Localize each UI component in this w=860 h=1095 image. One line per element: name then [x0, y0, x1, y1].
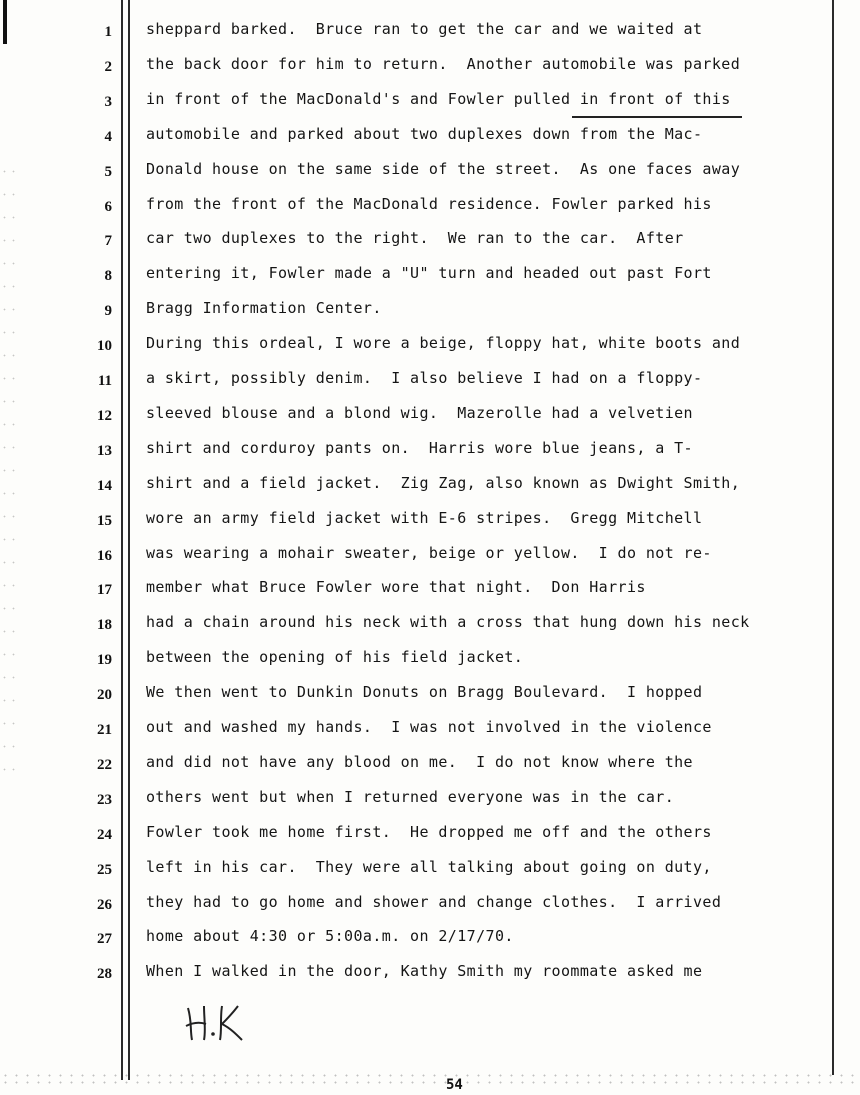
- line-number: 19: [97, 652, 112, 669]
- line-number: 24: [97, 826, 112, 843]
- text-line: wore an army field jacket with E-6 stripes. Gregg Mitchell: [146, 508, 703, 527]
- text-line: We then went to Dunkin Donuts on Bragg Boulevard. I hopped: [146, 683, 703, 702]
- page-number: 54: [446, 1077, 463, 1093]
- line-number: 26: [97, 896, 112, 913]
- left-margin-rule-inner: [128, 0, 130, 1080]
- line-number: 11: [97, 373, 112, 389]
- line-number: 10: [97, 338, 112, 355]
- line-number: 12: [97, 407, 112, 424]
- text-line: automobile and parked about two duplexes down from the Mac-: [146, 124, 703, 143]
- line-number: 7: [104, 233, 112, 250]
- text-line: a skirt, possibly denim. I also believe I had on a floppy-: [146, 369, 703, 387]
- handwritten-initials: [182, 1000, 252, 1045]
- line-number: 20: [97, 687, 112, 704]
- line-number: 4: [104, 128, 112, 145]
- line-number: 13: [97, 442, 112, 459]
- text-line: the back door for him to return. Another automobile was parked: [146, 54, 741, 73]
- text-line: During this ordeal, I wore a beige, floppy hat, white boots and: [146, 334, 741, 353]
- text-line: out and washed my hands. I was not involved in the violence: [146, 718, 712, 736]
- text-line: they had to go home and shower and change clothes. I arrived: [146, 892, 722, 911]
- text-line: car two duplexes to the right. We ran to the car. After: [146, 229, 684, 248]
- line-number: 1: [104, 24, 112, 40]
- scan-noise-bottom: [0, 1072, 860, 1086]
- line-number: 25: [97, 861, 112, 878]
- line-number: 23: [97, 791, 112, 808]
- line-number: 15: [97, 512, 112, 529]
- text-line: home about 4:30 or 5:00a.m. on 2/17/70.: [146, 927, 514, 946]
- text-line: in front of the MacDonald's and Fowler pulled in front of this: [146, 89, 731, 108]
- text-line: Donald house on the same side of the street. As one faces away: [146, 159, 741, 178]
- scan-noise: [0, 160, 18, 780]
- line-number: 27: [97, 931, 112, 948]
- text-line: had a chain around his neck with a cross that hung down his neck: [146, 613, 750, 632]
- line-number: 6: [104, 198, 112, 215]
- line-number: 3: [104, 93, 112, 110]
- line-number: 16: [97, 547, 112, 564]
- right-margin-rule: [832, 0, 834, 1075]
- line-number: 2: [104, 58, 112, 75]
- margin-mark: [3, 0, 7, 44]
- text-line: was wearing a mohair sweater, beige or yellow. I do not re-: [146, 543, 712, 562]
- text-line: shirt and corduroy pants on. Harris wore blue jeans, a T-: [146, 438, 693, 457]
- text-line: shirt and a field jacket. Zig Zag, also known as Dwight Smith,: [146, 473, 741, 492]
- text-line: When I walked in the door, Kathy Smith my roommate asked me: [146, 962, 703, 981]
- left-margin-rule: [121, 0, 123, 1080]
- text-line: sleeved blouse and a blond wig. Mazerolle had a velvetien: [146, 403, 693, 422]
- text-line: others went but when I returned everyone was in the car.: [146, 787, 675, 806]
- text-line: and did not have any blood on me. I do not know where the: [146, 752, 693, 771]
- line-number: 21: [97, 722, 112, 738]
- text-line: member what Bruce Fowler wore that night. Don Harris: [146, 578, 646, 597]
- text-line: between the opening of his field jacket.: [146, 648, 524, 667]
- line-number: 8: [104, 268, 112, 285]
- text-line: entering it, Fowler made a "U" turn and headed out past Fort: [146, 264, 712, 283]
- text-line: Fowler took me home first. He dropped me off and the others: [146, 822, 712, 841]
- text-line: Bragg Information Center.: [146, 299, 382, 318]
- line-number: 5: [104, 163, 112, 180]
- line-number: 18: [97, 617, 112, 634]
- text-line: from the front of the MacDonald residence. Fowler parked his: [146, 194, 712, 213]
- line-number: 14: [97, 477, 112, 494]
- text-line: sheppard barked. Bruce ran to get the car and we waited at: [146, 20, 703, 38]
- text-line: left in his car. They were all talking about going on duty,: [146, 857, 712, 876]
- line-number: 9: [104, 303, 112, 320]
- line-number: 17: [97, 582, 112, 599]
- line-number: 22: [97, 756, 112, 773]
- line-number: 28: [97, 966, 112, 983]
- handwritten-underline: [572, 116, 742, 118]
